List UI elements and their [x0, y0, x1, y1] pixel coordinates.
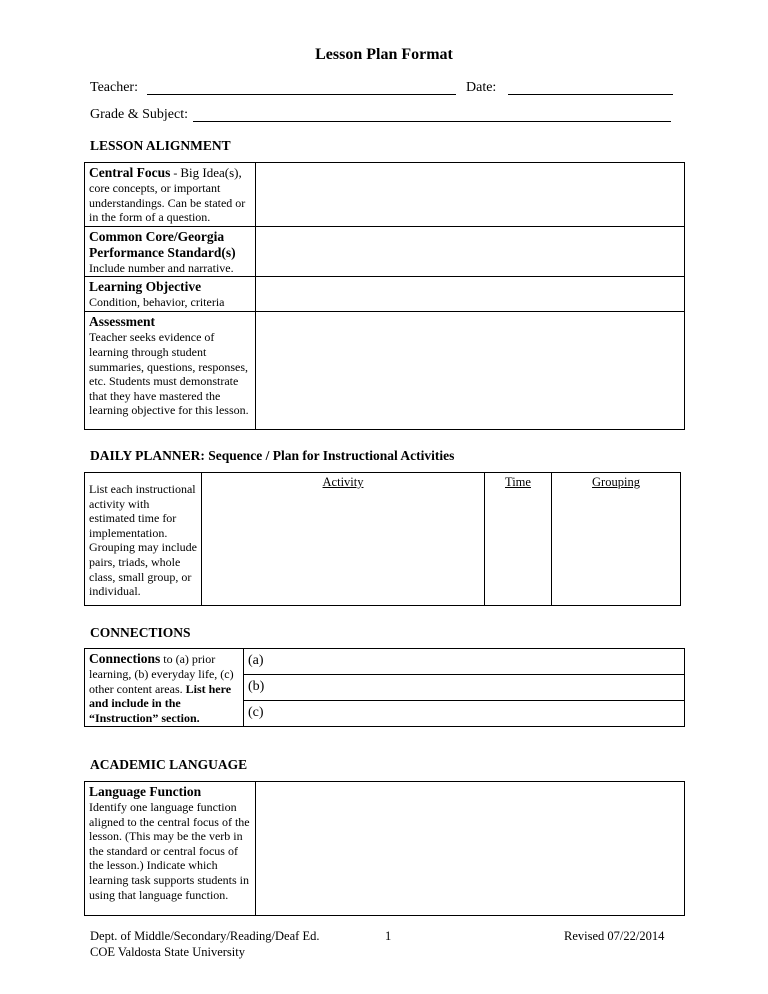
planner-desc-cell	[85, 473, 202, 606]
teacher-label: Teacher:	[90, 80, 138, 95]
central-focus-desc: core concepts, or important understandings. Can be stated or in the form of a question.	[89, 181, 246, 225]
language-function-input[interactable]	[256, 782, 685, 916]
connection-row-c[interactable]: (c)	[244, 701, 685, 727]
planner-desc: List each instructional activity with estimated time for implementation. Grouping may include pairs, triads, whole class, small group, or individual.	[89, 482, 197, 599]
footer-revised: Revised 07/22/2014	[564, 929, 665, 943]
language-function-desc: Identify one language function aligned to the central focus of the lesson. (This may be the verb in the standard or central focus of the lesson.) Indicate which learning task supports students in using that language function.	[89, 800, 250, 902]
assessment-input[interactable]	[256, 312, 685, 430]
objective-cell	[85, 277, 256, 312]
connections-title: Connections	[89, 651, 161, 666]
academic-language-heading: ACADEMIC LANGUAGE	[90, 757, 248, 772]
objective-desc: Condition, behavior, criteria	[89, 295, 225, 310]
page-title: Lesson Plan Format	[315, 46, 453, 63]
academic-language-table	[84, 781, 685, 916]
grade-subject-label: Grade & Subject:	[90, 107, 188, 122]
central-focus-input[interactable]	[256, 163, 685, 227]
connection-row-a[interactable]: (a)	[244, 649, 685, 675]
objective-input[interactable]	[256, 277, 685, 312]
page-number: 1	[385, 929, 392, 943]
language-function-cell	[85, 782, 256, 916]
connections-instruction: List here and include in the “Instruction” section.	[89, 681, 232, 725]
language-function-title: Language Function	[89, 784, 202, 799]
assessment-desc: Teacher seeks evidence of learning through student summaries, questions, responses, etc. Students must demonstrate that they have mastered the learning objective for this lesson.	[89, 330, 249, 418]
lesson-alignment-table	[84, 162, 685, 430]
time-column[interactable]	[485, 473, 552, 606]
standards-input[interactable]	[256, 226, 685, 277]
lesson-alignment-heading: LESSON ALIGNMENT	[90, 138, 231, 153]
activity-column[interactable]	[202, 473, 485, 606]
connections-table	[84, 648, 685, 727]
connections-heading: CONNECTIONS	[90, 625, 191, 640]
date-field[interactable]	[508, 80, 673, 95]
assessment-title: Assessment	[89, 314, 155, 330]
central-focus-dash: -	[170, 166, 181, 180]
activity-header: Activity	[322, 475, 364, 489]
connections-desc: to (a) prior learning, (b) everyday life, (c) other content areas.	[89, 652, 234, 696]
objective-title: Learning Objective	[89, 279, 202, 295]
central-focus-title: Central Focus	[89, 165, 171, 180]
connections-cell	[85, 649, 244, 727]
standards-desc: Include number and narrative.	[89, 260, 234, 275]
central-focus-cell	[85, 163, 256, 227]
grade-subject-field[interactable]	[193, 107, 671, 122]
standards-title: Common Core/Georgia Performance Standard(s)	[89, 228, 236, 260]
date-label: Date:	[466, 80, 497, 95]
daily-planner-table	[84, 472, 681, 606]
grouping-header: Grouping	[592, 475, 640, 489]
assessment-cell	[85, 312, 256, 430]
connection-row-b[interactable]: (b)	[244, 675, 685, 701]
teacher-field[interactable]	[147, 80, 456, 95]
standards-cell	[85, 226, 256, 277]
daily-planner-heading: DAILY PLANNER: Sequence / Plan for Instructional Activities	[90, 448, 455, 463]
time-header: Time	[505, 475, 531, 489]
footer-college: COE Valdosta State University	[90, 945, 245, 959]
grouping-column[interactable]	[552, 473, 681, 606]
footer-dept: Dept. of Middle/Secondary/Reading/Deaf Ed.	[90, 929, 320, 943]
central-focus-lead: Big Idea(s),	[180, 165, 242, 180]
